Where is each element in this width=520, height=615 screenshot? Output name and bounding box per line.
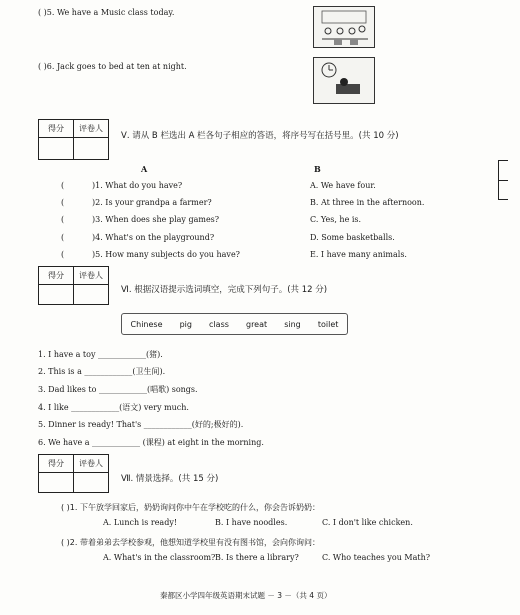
grader-cell[interactable] xyxy=(74,138,109,160)
match-b-1: A. We have four. xyxy=(310,181,376,190)
match-b-4: D. Some basketballs. xyxy=(310,233,395,242)
word-toilet: toilet xyxy=(317,319,339,329)
score-cell[interactable] xyxy=(39,285,74,305)
word-class: class xyxy=(209,319,229,329)
match-paren-1[interactable]: ( xyxy=(61,181,65,190)
grader-label: 评卷人 xyxy=(74,455,109,473)
scenario-1-option-a: A. Lunch is ready! xyxy=(103,518,178,527)
fill-6: 6. We have a ____________ (课程) at eight in the morning. xyxy=(38,438,264,447)
page-footer: 秦都区小学四年级英语期末试题 － 3 －（共 4 页） xyxy=(160,591,332,600)
match-paren-5[interactable]: ( xyxy=(61,250,65,259)
question-6: ( )6. Jack goes to bed at ten at night. xyxy=(38,62,187,71)
grader-label: 评卷人 xyxy=(74,120,109,138)
scenario-2-option-b: B. Is there a library? xyxy=(215,553,299,562)
score-table-5 xyxy=(38,119,109,160)
match-paren-3[interactable]: ( xyxy=(61,215,65,224)
scenario-1: ( )1. 下午放学回家后，奶奶询问你中午在学校吃的什么，你会告诉奶奶： xyxy=(61,503,320,512)
score-table-7 xyxy=(38,454,109,493)
scenario-1-option-c: C. I don't like chicken. xyxy=(322,518,413,527)
match-b-2: B. At three in the afternoon. xyxy=(310,198,425,207)
score-label: 得分 xyxy=(39,267,74,285)
section6-title: Ⅵ. 根据汉语提示选词填空，完成下列句子。(共 12 分) xyxy=(121,285,328,295)
scenario-2-option-c: C. Who teaches you Math? xyxy=(322,553,431,562)
music-class-drawing xyxy=(314,7,374,47)
score-label: 得分 xyxy=(39,455,74,473)
match-a-2: )2. Is your grandpa a farmer? xyxy=(92,198,212,207)
scenario-2-option-a: A. What's in the classroom? xyxy=(103,553,216,562)
match-paren-4[interactable]: ( xyxy=(61,233,65,242)
grader-label: 评卷人 xyxy=(74,267,109,285)
column-b-header: B xyxy=(314,164,321,174)
music-class-illustration xyxy=(313,6,375,48)
section7-title: Ⅶ. 情景选择。(共 15 分) xyxy=(121,474,219,484)
score-cell[interactable] xyxy=(39,473,74,493)
word-chinese: Chinese xyxy=(130,319,163,329)
match-b-3: C. Yes, he is. xyxy=(310,215,362,224)
word-sing: sing xyxy=(284,319,301,329)
grader-cell[interactable] xyxy=(74,285,109,305)
section5-title: Ⅴ. 请从 B 栏选出 A 栏各句子相应的答语，将序号写在括号里。(共 10 分) xyxy=(121,131,399,141)
clock-bed-drawing xyxy=(314,58,374,103)
binding-bracket xyxy=(498,160,511,200)
fill-1: 1. I have a toy ____________(猪). xyxy=(38,350,163,359)
match-a-1: )1. What do you have? xyxy=(92,181,183,190)
match-paren-2[interactable]: ( xyxy=(61,198,65,207)
scenario-2: ( )2. 带着弟弟去学校参观，他想知道学校里有没有图书馆，会向你询问： xyxy=(61,538,320,547)
fill-4: 4. I like ____________(语文) very much. xyxy=(38,403,189,412)
scenario-1-option-b: B. I have noodles. xyxy=(215,518,288,527)
column-a-header: A xyxy=(141,164,148,174)
match-a-4: )4. What's on the playground? xyxy=(92,233,215,242)
question-5: ( )5. We have a Music class today. xyxy=(38,8,175,17)
score-cell[interactable] xyxy=(39,138,74,160)
match-a-5: )5. How many subjects do you have? xyxy=(92,250,240,259)
fill-3: 3. Dad likes to ____________(唱歌) songs. xyxy=(38,385,198,394)
word-pig: pig xyxy=(179,319,192,329)
match-b-5: E. I have many animals. xyxy=(310,250,407,259)
score-label: 得分 xyxy=(39,120,74,138)
fill-5: 5. Dinner is ready! That's ____________(好的;极好的). xyxy=(38,420,244,429)
score-table-6 xyxy=(38,266,109,305)
word-great: great xyxy=(245,319,268,329)
word-bank xyxy=(121,313,348,335)
fill-2: 2. This is a ____________(卫生间). xyxy=(38,367,166,376)
grader-cell[interactable] xyxy=(74,473,109,493)
bedtime-illustration xyxy=(313,57,375,104)
match-a-3: )3. When does she play games? xyxy=(92,215,220,224)
